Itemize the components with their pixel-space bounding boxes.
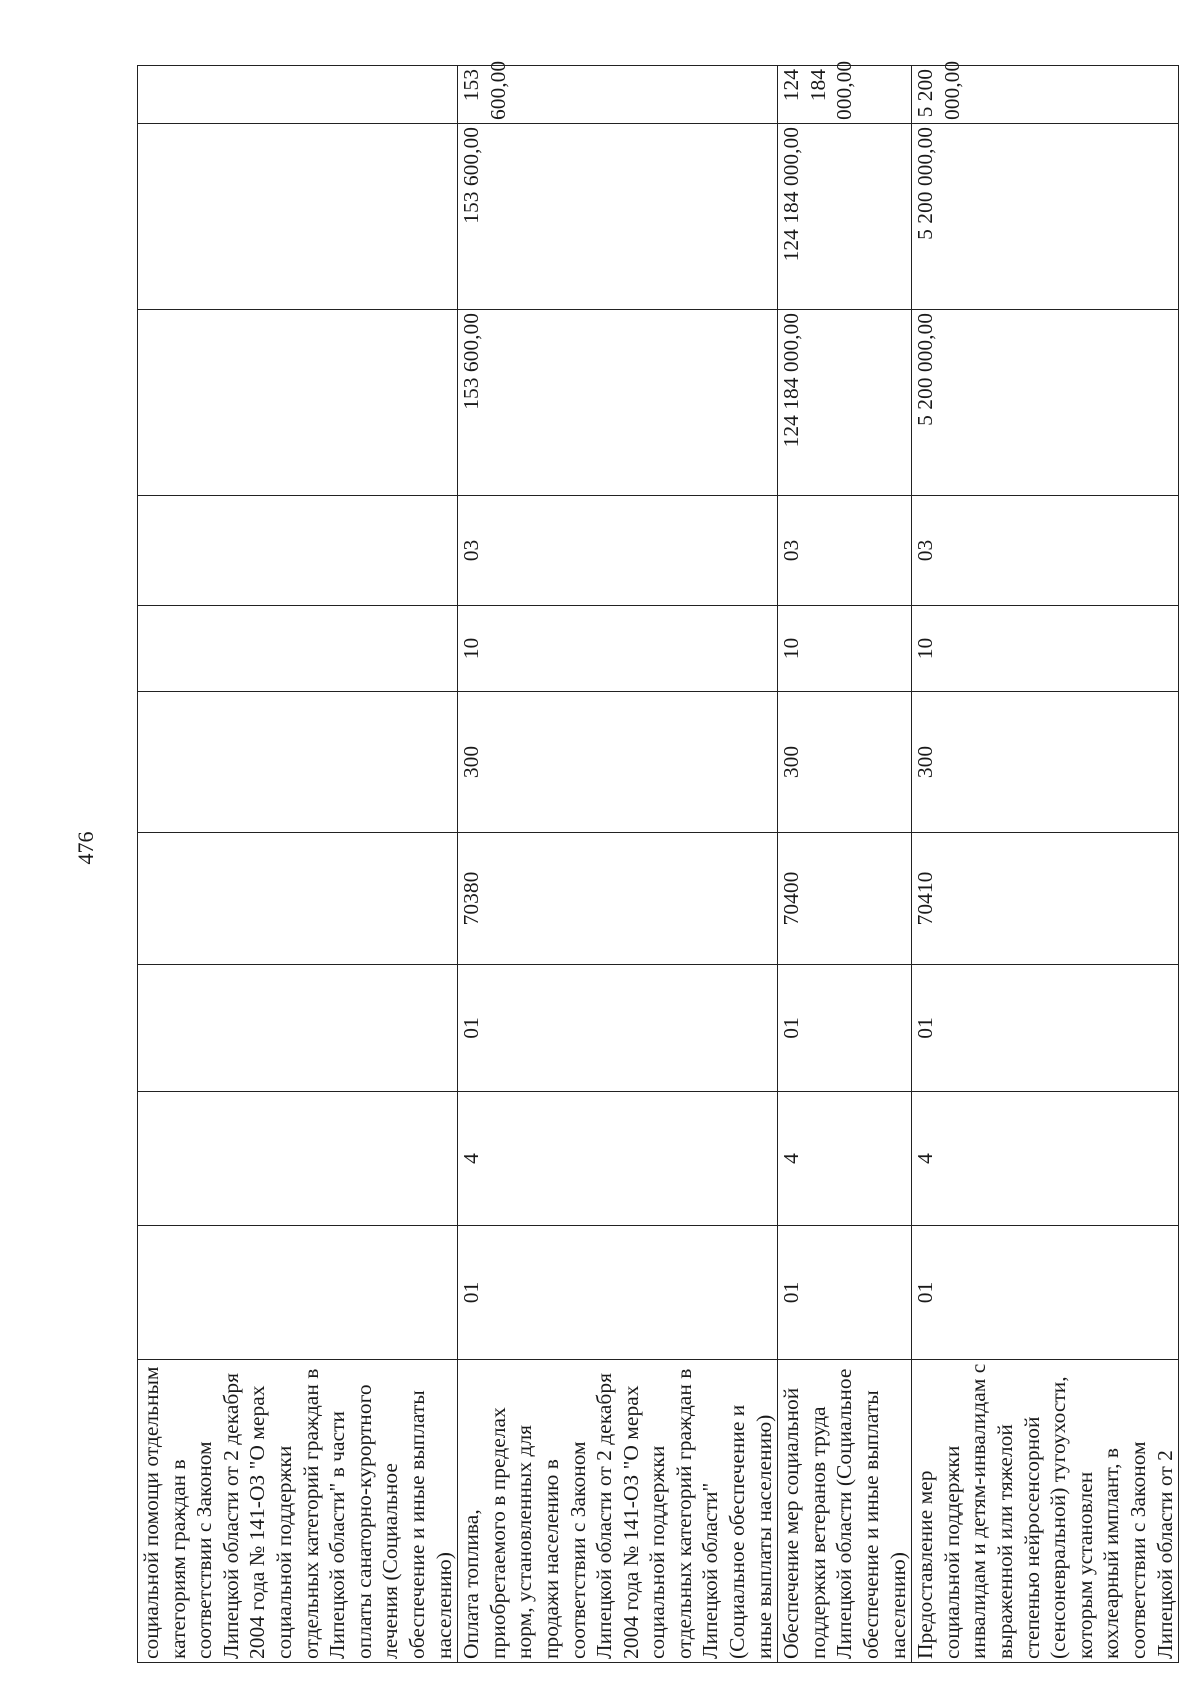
row-description: Обеспечение мер социальной поддержки ветеранов труда Липецкой области (Социальное обеспечение и иные выплаты населению) [778, 1360, 912, 1663]
code-cell: 4 [912, 1092, 1179, 1226]
code-cell [138, 496, 458, 606]
table-row [458, 66, 778, 1663]
amount-cell: 153 600,00 [458, 124, 778, 310]
code-cell: 03 [458, 496, 778, 606]
amount-cell: 153 600,00 [458, 66, 778, 124]
code-cell [138, 1092, 458, 1226]
code-cell: 01 [912, 965, 1179, 1092]
code-cell: 01 [778, 1226, 912, 1360]
code-cell [138, 692, 458, 833]
code-cell: 10 [778, 606, 912, 692]
amount-cell: 5 200 000,00 [912, 124, 1179, 310]
code-cell: 4 [458, 1092, 778, 1226]
code-cell: 10 [912, 606, 1179, 692]
code-cell: 300 [912, 692, 1179, 833]
code-cell: 01 [458, 965, 778, 1092]
row-description: Оплата топлива, приобретаемого в пределах норм, установленных для продажи населению в соответствии с Законом Липецкой области от 2 декабря 2004 года № 141-ОЗ "О мерах социальной поддержки отдельных категорий граждан в Липецкой области" (Социальное обеспечение и иные выплаты населению) [458, 1360, 778, 1663]
table-row [912, 66, 1179, 1663]
amount-cell: 5 200 000,00 [912, 310, 1179, 496]
code-cell: 70410 [912, 833, 1179, 965]
code-cell: 03 [912, 496, 1179, 606]
page-number: 476 [73, 831, 98, 865]
table-row [778, 66, 912, 1663]
code-cell: 4 [778, 1092, 912, 1226]
amount-cell: 124 184 000,00 [778, 66, 912, 124]
code-cell: 01 [778, 965, 912, 1092]
amount-cell: 124 184 000,00 [778, 124, 912, 310]
amount-cell: 153 600,00 [458, 310, 778, 496]
code-cell: 01 [912, 1226, 1179, 1360]
amount-cell [138, 124, 458, 310]
rotated-table-sheet [137, 60, 1177, 1663]
code-cell: 10 [458, 606, 778, 692]
code-cell: 300 [458, 692, 778, 833]
code-cell: 70400 [778, 833, 912, 965]
code-cell: 70380 [458, 833, 778, 965]
code-cell [138, 965, 458, 1092]
table-row [138, 66, 458, 1663]
amount-cell [138, 310, 458, 496]
amount-cell: 5 200 000,00 [912, 66, 1179, 124]
amount-cell [138, 66, 458, 124]
code-cell [138, 606, 458, 692]
code-cell: 01 [458, 1226, 778, 1360]
budget-table [137, 60, 1179, 1663]
code-cell [138, 1226, 458, 1360]
row-description: социальной помощи отдельным категориям граждан в соответствии с Законом Липецкой области от 2 декабря 2004 года № 141-ОЗ "О мерах социальной поддержки отдельных категорий граждан в Липецкой области" в части оплаты санаторно-курортного лечения (Социальное обеспечение и иные выплаты населению) [138, 1360, 458, 1663]
amount-cell: 124 184 000,00 [778, 310, 912, 496]
code-cell: 300 [778, 692, 912, 833]
code-cell: 03 [778, 496, 912, 606]
code-cell [138, 833, 458, 965]
row-description: Предоставление мер социальной поддержки инвалидам и детям-инвалидам с выраженной или тяжелой степенью нейросенсорной (сенсоневральной) тугоухости, которым установлен кохлеарный имплант, в соответствии с Законом Липецкой области от 2 [912, 1360, 1179, 1663]
